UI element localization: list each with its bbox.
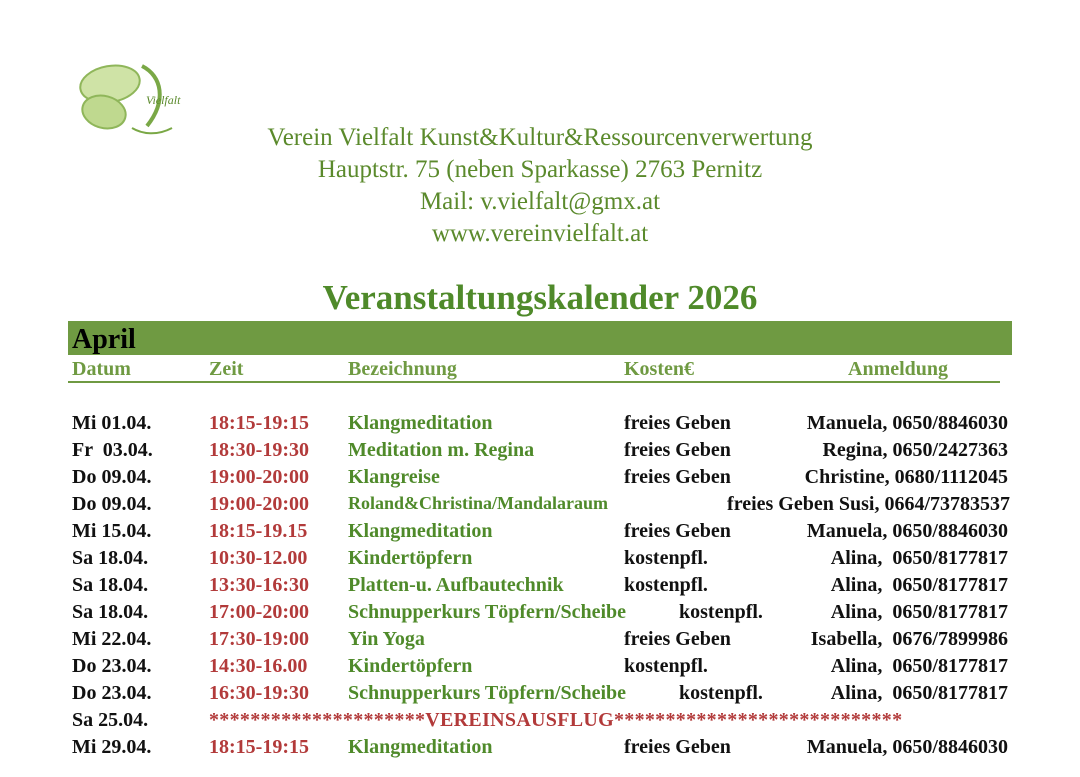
mail-line: Mail: v.vielfalt@gmx.at	[419, 188, 661, 215]
row-date: Do 09.04.	[72, 466, 152, 488]
row-name: Yin Yoga	[348, 628, 425, 650]
row-name: Schnupperkurs Töpfern/Scheibe	[348, 682, 627, 704]
row-registration: Regina, 0650/2427363	[822, 439, 1008, 461]
row-registration: Alina, 0650/8177817	[830, 601, 1008, 623]
column-header-time: Zeit	[209, 358, 244, 380]
row-cost: freies Geben	[624, 736, 731, 758]
row-time: 19:00-20:00	[209, 493, 309, 515]
row-cost: kostenpfl.	[624, 574, 708, 596]
website-link[interactable]: www.vereinvielfalt.at	[431, 220, 649, 247]
row-time: 16:30-19:30	[209, 682, 309, 704]
row-time: 18:15-19.15	[209, 520, 308, 542]
row-cost: kostenpfl.	[679, 601, 763, 623]
logo-text: Vielfalt	[146, 93, 181, 107]
column-header-date: Datum	[72, 358, 131, 380]
row-date: Mi 29.04.	[72, 736, 152, 758]
org-name: Verein Vielfalt Kunst&Kultur&Ressourcenverwertung	[267, 124, 813, 151]
row-registration: Manuela, 0650/8846030	[806, 520, 1008, 542]
row-registration: Isabella, 0676/7899986	[810, 628, 1008, 650]
row-registration: Manuela, 0650/8846030	[806, 412, 1008, 434]
table-row	[0, 412, 1080, 438]
row-name: Meditation m. Regina	[348, 439, 535, 461]
table-row	[0, 574, 1080, 600]
row-name: Klangmeditation	[348, 736, 493, 758]
row-time: 13:30-16:30	[209, 574, 309, 596]
row-time: 18:15-19:15	[209, 736, 309, 758]
row-time: 19:00-20:00	[209, 466, 309, 488]
table-row	[0, 601, 1080, 627]
row-date: Sa 25.04.	[72, 709, 149, 731]
row-time: 17:00-20:00	[209, 601, 309, 623]
column-header-name: Bezeichnung	[348, 358, 457, 380]
row-time: 17:30-19:00	[209, 628, 309, 650]
table-row	[0, 547, 1080, 573]
row-date: Mi 01.04.	[72, 412, 152, 434]
row-name: Platten-u. Aufbautechnik	[348, 574, 564, 596]
row-date: Do 09.04.	[72, 493, 152, 515]
column-header-cost: Kosten€	[624, 358, 694, 380]
row-date: Fr 03.04.	[72, 439, 153, 461]
month-label: April	[72, 324, 136, 355]
row-time: 18:30-19:30	[209, 439, 309, 461]
row-registration: Christine, 0680/1112045	[804, 466, 1008, 488]
table-row	[0, 655, 1080, 681]
row-name: Schnupperkurs Töpfern/Scheibe	[348, 601, 627, 623]
row-name: Kindertöpfern	[348, 655, 473, 677]
row-date: Mi 15.04.	[72, 520, 152, 542]
row-registration: Alina, 0650/8177817	[830, 574, 1008, 596]
row-cost: freies Geben	[624, 412, 731, 434]
row-cost: freies Geben	[624, 520, 731, 542]
header-underline	[68, 381, 1000, 383]
row-time: 18:15-19:15	[209, 412, 309, 434]
table-row	[0, 682, 1080, 708]
row-name: Roland&Christina/Mandalaraum	[348, 493, 609, 513]
row-name: Klangmeditation	[348, 520, 493, 542]
row-name: Kindertöpfern	[348, 547, 473, 569]
table-row	[0, 466, 1080, 492]
page-title: Veranstaltungskalender 2026	[322, 278, 758, 317]
month-bar	[68, 321, 1012, 355]
row-cost: freies Geben	[624, 466, 731, 488]
row-date: Mi 22.04.	[72, 628, 152, 650]
row-registration: Alina, 0650/8177817	[830, 682, 1008, 704]
address: Hauptstr. 75 (neben Sparkasse) 2763 Pernitz	[317, 156, 763, 183]
row-cost: freies Geben	[624, 439, 731, 461]
column-header-registration: Anmeldung	[848, 358, 949, 380]
row-registration: Alina, 0650/8177817	[830, 655, 1008, 677]
row-cost: kostenpfl.	[624, 655, 708, 677]
row-date: Do 23.04.	[72, 682, 152, 704]
row-cost: freies Geben	[624, 628, 731, 650]
table-row	[0, 709, 1080, 735]
table-row	[0, 520, 1080, 546]
row-date: Sa 18.04.	[72, 574, 149, 596]
row-cost-registration: freies Geben Susi, 0664/73783537	[727, 493, 1010, 515]
row-cost: kostenpfl.	[624, 547, 708, 569]
row-date: Sa 18.04.	[72, 547, 149, 569]
row-date: Sa 18.04.	[72, 601, 149, 623]
table-row	[0, 439, 1080, 465]
row-special-event: *********************VEREINSAUSFLUG****************************	[209, 709, 903, 731]
table-row	[0, 493, 1080, 519]
row-time: 14:30-16.00	[209, 655, 308, 677]
row-time: 10:30-12.00	[209, 547, 308, 569]
row-registration: Alina, 0650/8177817	[830, 547, 1008, 569]
row-name: Klangreise	[348, 466, 440, 488]
row-cost: kostenpfl.	[679, 682, 763, 704]
row-registration: Manuela, 0650/8846030	[806, 736, 1008, 758]
row-name: Klangmeditation	[348, 412, 493, 434]
table-row	[0, 736, 1080, 762]
row-date: Do 23.04.	[72, 655, 152, 677]
table-row	[0, 628, 1080, 654]
